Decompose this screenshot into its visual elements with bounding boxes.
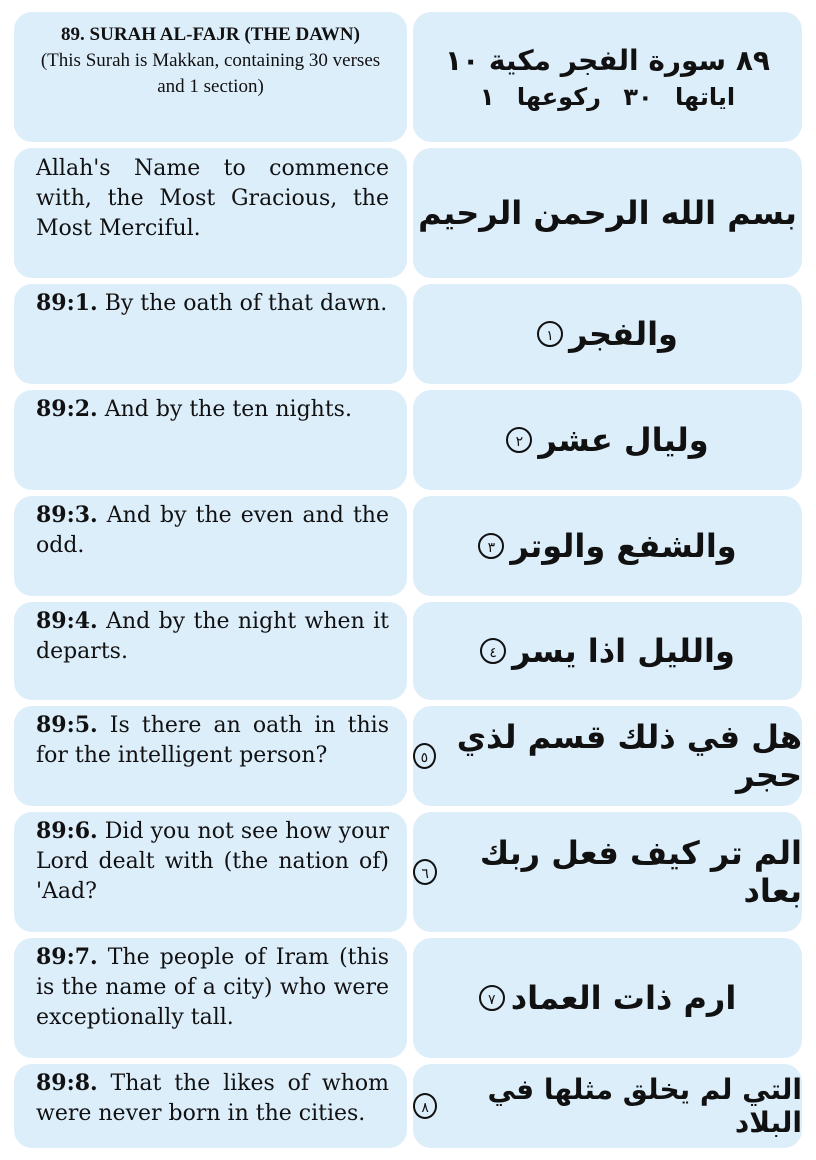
verse-ref: 89:8. bbox=[36, 1070, 98, 1096]
verse-number-marker: ٥ bbox=[413, 743, 436, 769]
verse-arabic: والفجر bbox=[569, 315, 678, 353]
header-english-cell bbox=[14, 12, 407, 142]
surah-subtitle: (This Surah is Makkan, containing 30 verses and 1 section) bbox=[40, 50, 381, 97]
arabic-header-line1: ٨٩ سورة الفجر مكية ١٠ bbox=[445, 43, 770, 77]
verse-number-marker: ٢ bbox=[506, 427, 532, 453]
basmala-row bbox=[14, 148, 802, 278]
verse-row bbox=[14, 938, 802, 1058]
verse-arabic-cell bbox=[413, 496, 802, 596]
verse-arabic-cell bbox=[413, 706, 802, 806]
verse-row bbox=[14, 284, 802, 384]
verse-arabic: الم تر كيف فعل ربك بعاد bbox=[479, 834, 802, 910]
verse-arabic: التي لم يخلق مثلها في البلاد bbox=[487, 1073, 802, 1139]
verse-ref: 89:7. bbox=[36, 944, 98, 970]
verse-text: That the likes of whom were never born in the cities. bbox=[36, 1071, 389, 1126]
basmala-arabic-cell bbox=[413, 148, 802, 278]
verse-ref: 89:5. bbox=[36, 712, 98, 738]
verse-number-marker: ٦ bbox=[413, 859, 437, 885]
verse-row bbox=[14, 706, 802, 806]
verse-arabic-cell bbox=[413, 390, 802, 490]
verse-row bbox=[14, 496, 802, 596]
verse-number-marker: ٣ bbox=[478, 533, 504, 559]
verse-text: Did you not see how your Lord dealt with (the nation of) 'Aad? bbox=[36, 819, 389, 904]
header-row bbox=[14, 12, 802, 142]
verse-arabic: والليل اذا يسر bbox=[512, 632, 735, 670]
verse-english-cell bbox=[14, 284, 407, 384]
basmala-arabic: بسم الله الرحمن الرحيم bbox=[418, 194, 797, 232]
verse-arabic-cell bbox=[413, 284, 802, 384]
basmala-english-cell bbox=[14, 148, 407, 278]
verse-text: And by the even and the odd. bbox=[36, 503, 389, 558]
verse-number-marker: ٨ bbox=[413, 1093, 437, 1119]
verse-arabic: وليال عشر bbox=[538, 421, 709, 459]
verse-english-cell bbox=[14, 706, 407, 806]
verse-english-cell bbox=[14, 390, 407, 490]
basmala-english: Allah's Name to commence with, the Most Gracious, the Most Merciful. bbox=[36, 156, 389, 241]
verse-ref: 89:4. bbox=[36, 608, 98, 634]
surah-title: 89. SURAH AL-FAJR (THE DAWN) bbox=[61, 24, 360, 45]
verse-ref: 89:2. bbox=[36, 396, 98, 422]
arabic-header-line2: اياتها ٣٠ ركوعها ١ bbox=[479, 82, 736, 111]
verse-arabic: هل في ذلك قسم لذي حجر bbox=[456, 718, 802, 794]
verse-row bbox=[14, 602, 802, 700]
verse-ref: 89:6. bbox=[36, 818, 98, 844]
verse-text: And by the night when it departs. bbox=[36, 609, 389, 664]
verse-row bbox=[14, 390, 802, 490]
verse-ref: 89:1. bbox=[36, 290, 98, 316]
verse-row bbox=[14, 812, 802, 932]
verse-english-cell bbox=[14, 496, 407, 596]
verse-english-cell bbox=[14, 1064, 407, 1148]
verse-ref: 89:3. bbox=[36, 502, 98, 528]
verse-arabic-cell bbox=[413, 602, 802, 700]
header-arabic-cell bbox=[413, 12, 802, 142]
verse-number-marker: ٧ bbox=[479, 985, 505, 1011]
verse-text: And by the ten nights. bbox=[97, 397, 352, 422]
verse-text: Is there an oath in this for the intelligent person? bbox=[36, 713, 389, 768]
verse-arabic: والشفع والوتر bbox=[510, 527, 737, 565]
verse-number-marker: ٤ bbox=[480, 638, 506, 664]
verse-english-cell bbox=[14, 812, 407, 932]
verse-arabic-cell bbox=[413, 1064, 802, 1148]
verse-text: By the oath of that dawn. bbox=[97, 291, 388, 316]
verse-arabic-cell bbox=[413, 938, 802, 1058]
verse-text: The people of Iram (this is the name of a city) who were exceptionally tall. bbox=[36, 945, 389, 1030]
verse-number-marker: ١ bbox=[537, 321, 563, 347]
verse-english-cell bbox=[14, 602, 407, 700]
verse-english-cell bbox=[14, 938, 407, 1058]
verse-arabic: ارم ذات العماد bbox=[510, 979, 737, 1017]
verse-row bbox=[14, 1064, 802, 1148]
verse-arabic-cell bbox=[413, 812, 802, 932]
